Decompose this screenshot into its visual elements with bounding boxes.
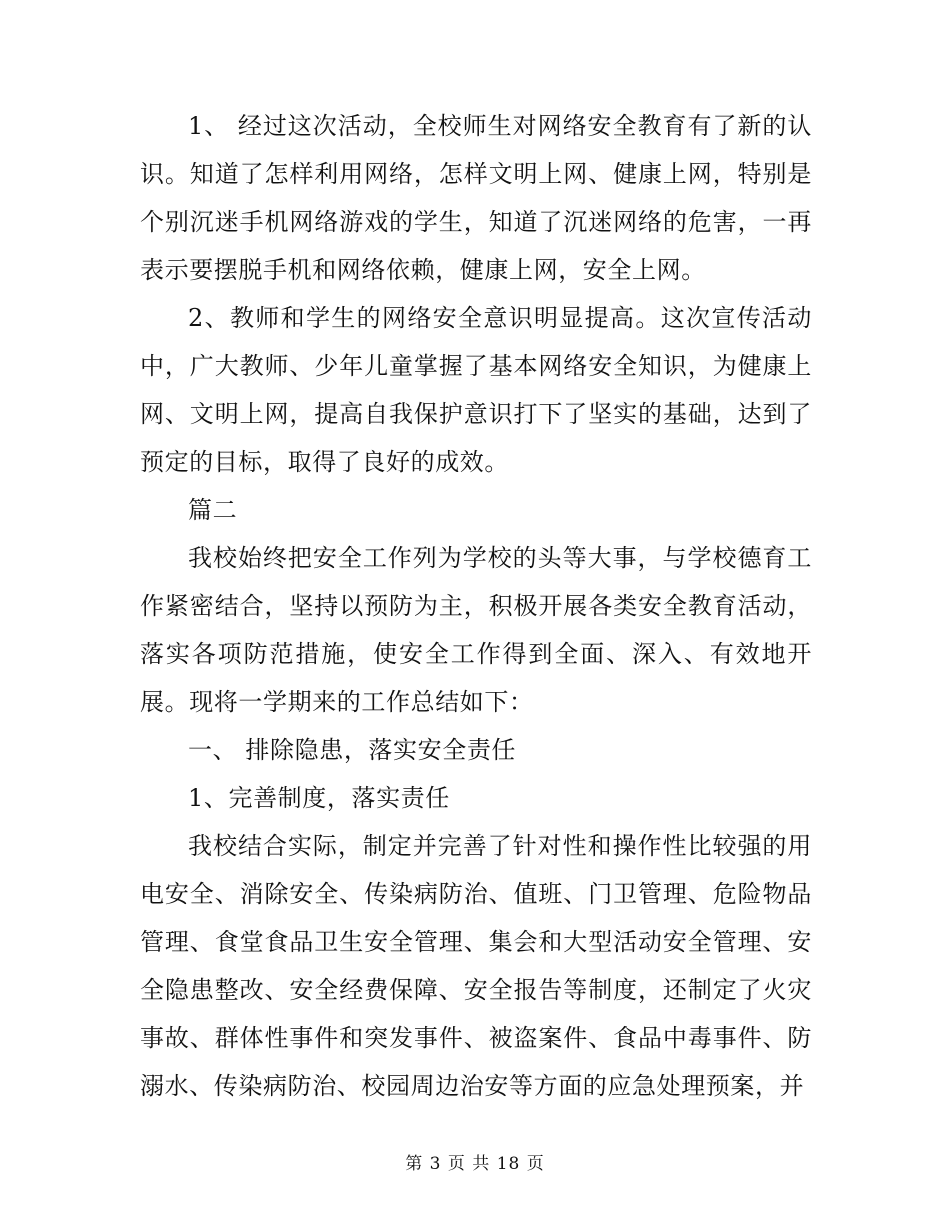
document-body: [140, 102, 812, 1110]
paragraph-conclusion-2: 2、教师和学生的网络安全意识明显提高。这次宣传活动中，广大教师、少年儿童掌握了基本网络安全知识，为健康上网、文明上网，提高自我保护意识打下了坚实的基础，达到了预定的目标，取得了良好的成效。: [140, 304, 812, 476]
paragraph-system-details: 我校结合实际，制定并完善了针对性和操作性比较强的用电安全、消除安全、传染病防治、值班、门卫管理、危险物品管理、食堂食品卫生安全管理、集会和大型活动安全管理、安全隐患整改、安全经费保障、安全报告等制度，还制定了火灾事故、群体性事件和突发事件、被盗案件、食品中毒事件、防溺水、传染病防治、校园周边治安等方面的应急处理预案，并: [140, 832, 812, 1100]
section-heading-part-two: 篇二: [188, 496, 238, 524]
paragraph-intro: 我校始终把安全工作列为学校的头等大事，与学校德育工作紧密结合，坚持以预防为主，积极开展各类安全教育活动，落实各项防范措施，使安全工作得到全面、深入、有效地开展。现将一学期来的工作总结如下：: [140, 544, 812, 716]
page-footer: [0, 1149, 950, 1174]
paragraph-conclusion-1: 1、 经过这次活动，全校师生对网络安全教育有了新的认识。知道了怎样利用网络，怎样文明上网、健康上网，特别是个别沉迷手机网络游戏的学生，知道了沉迷网络的危害，一再表示要摆脱手机和网络依赖，健康上网，安全上网。: [140, 112, 812, 284]
page-number-label: 第 3 页 共 18 页: [405, 1154, 545, 1174]
heading-eliminate-hazards: 一、 排除隐患，落实安全责任: [188, 736, 517, 764]
heading-improve-system: 1、完善制度，落实责任: [188, 784, 450, 812]
